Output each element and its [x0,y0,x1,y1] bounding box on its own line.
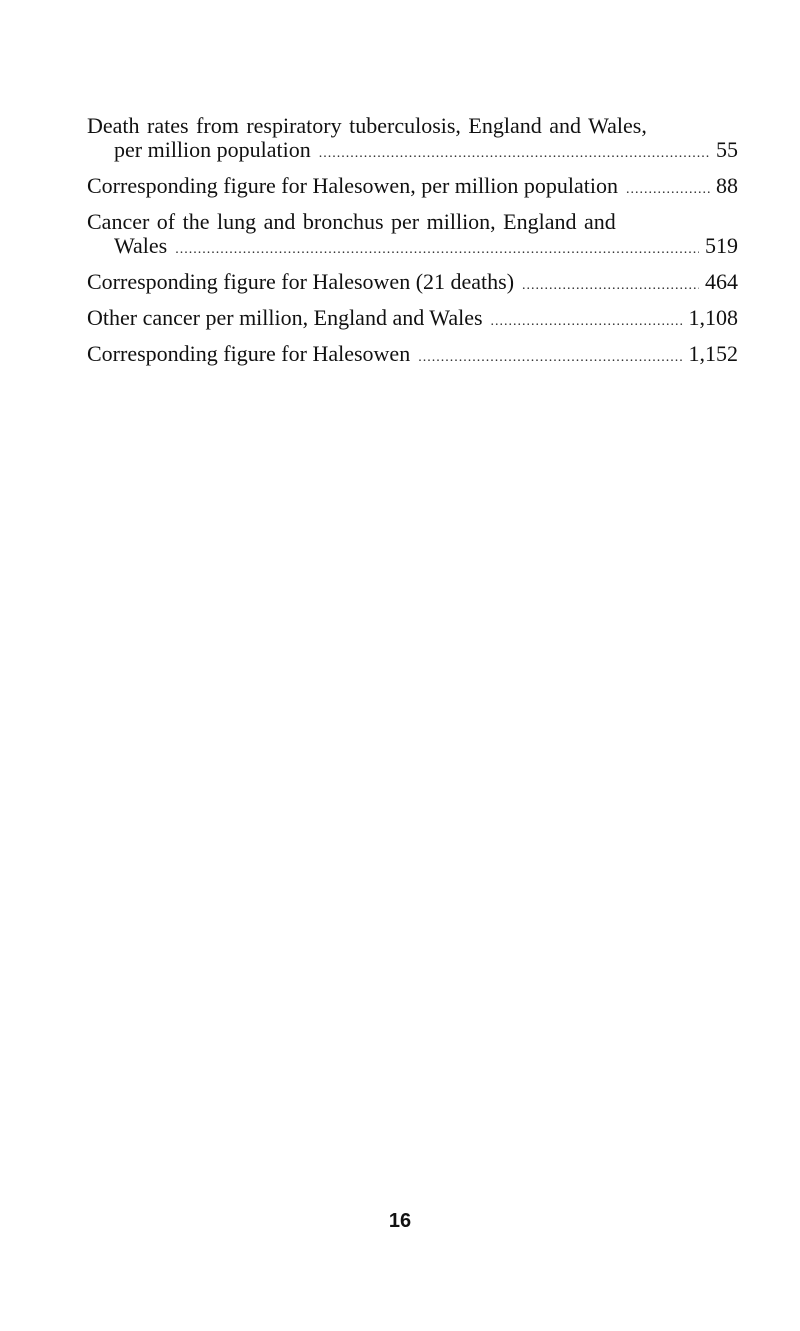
entry-label: Corresponding figure for Halesowen (21 deaths) [87,269,515,294]
dot-leader [626,178,710,202]
entry-label: Wales [114,233,168,258]
entry-value: 464 [705,269,738,294]
list-item [87,174,738,202]
entry-row [87,306,738,334]
entry-first-line: Cancer of the lung and bronchus per million, England and [87,209,616,234]
list-item [87,270,738,298]
dot-leader [175,238,699,262]
entry-value: 1,152 [688,341,738,366]
entry-value: 88 [716,173,738,198]
dot-leader [522,274,699,298]
entry-value: 519 [705,233,738,258]
list-item [87,114,738,166]
list-item [87,210,738,262]
page-number: 16 [388,1210,412,1232]
entry-label: Other cancer per million, England and Wales [87,305,483,330]
entry-row [87,270,738,298]
dot-leader [491,310,683,334]
list-item [87,306,738,334]
entry-row [87,174,738,202]
entry-row [87,342,738,370]
entry-value: 55 [716,137,738,162]
entry-label: per million population [114,137,311,162]
entry-row [87,138,738,166]
dot-leader [319,142,710,166]
dot-leader [418,346,682,370]
list-item [87,342,738,370]
entry-value: 1,108 [688,305,738,330]
entry-label: Corresponding figure for Halesowen, per million population [87,173,618,198]
entry-row [87,234,738,262]
statistics-list [87,114,738,378]
entry-first-line: Death rates from respiratory tuberculosis, England and Wales, [87,113,647,138]
entry-label: Corresponding figure for Halesowen [87,341,411,366]
